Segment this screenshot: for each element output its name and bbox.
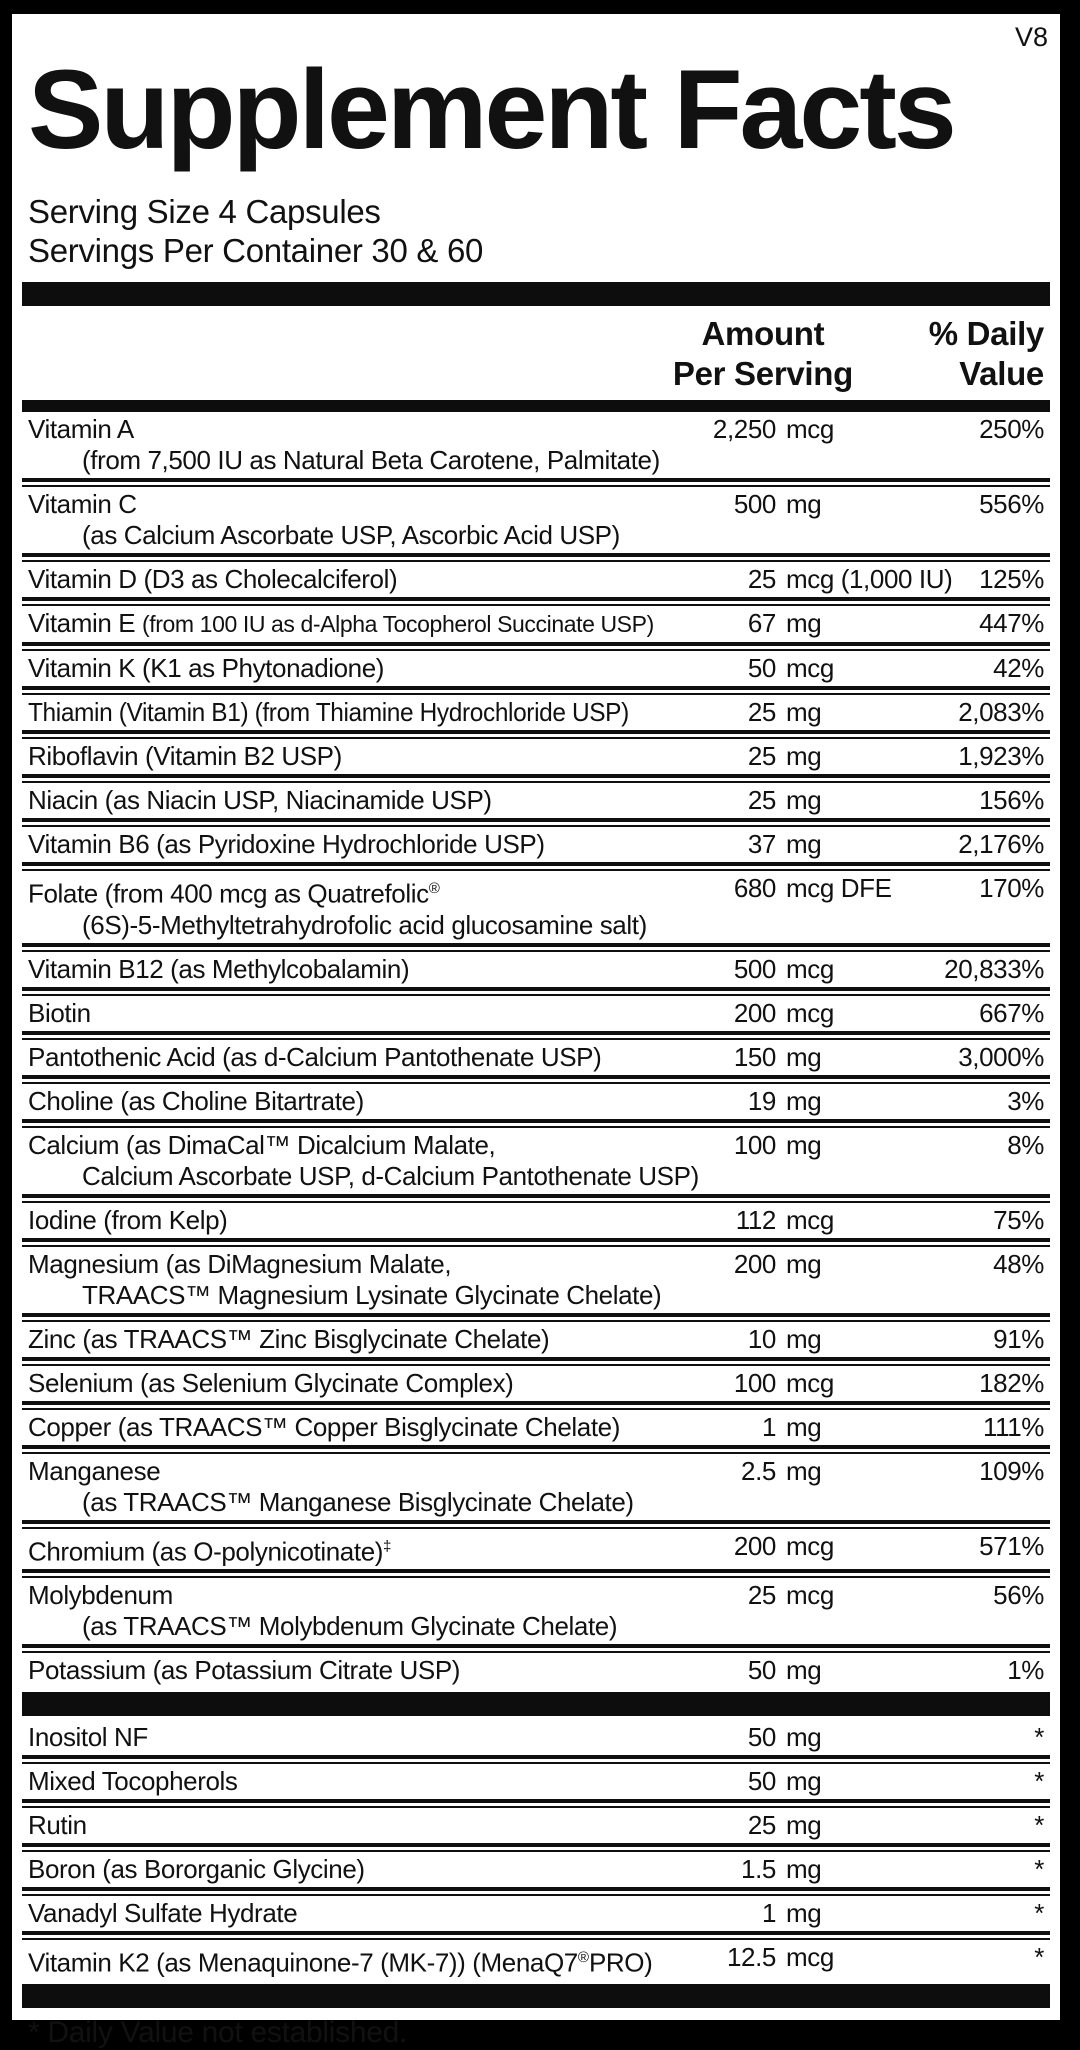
row-daily-value: 125% <box>979 564 1044 594</box>
row-separator <box>22 1644 1050 1653</box>
serving-info <box>28 192 1044 270</box>
row-daily-value: 1,923% <box>958 741 1044 771</box>
row-name: Riboflavin (Vitamin B2 USP) <box>28 741 342 771</box>
row-amount-unit: mg <box>786 785 822 815</box>
row-amount-unit: mcg <box>786 414 834 444</box>
row-separator <box>22 862 1050 871</box>
supplement-row <box>28 871 1044 943</box>
row-amount-value: 100 <box>733 1129 776 1160</box>
row-name: Manganese (as TRAACS™ Manganese Bisglycinate Chelate) <box>28 1456 1044 1518</box>
row-amount-unit: mg <box>786 608 822 638</box>
row-amount-unit: mcg <box>786 1580 834 1611</box>
row-amount-unit: mg <box>786 1854 822 1885</box>
row-amount-value: 25 <box>747 697 776 727</box>
row-daily-value: 556% <box>979 489 1044 519</box>
row-amount-value: 1.5 <box>741 1854 776 1885</box>
row-amount-unit: mg <box>786 1810 822 1841</box>
row-separator <box>22 1569 1050 1578</box>
row-daily-value: 56% <box>993 1580 1044 1611</box>
supplement-row <box>28 651 1044 686</box>
row-daily-value: 182% <box>979 1367 1044 1398</box>
row-amount-value: 100 <box>733 1367 776 1398</box>
row-daily-value: 111% <box>982 1411 1044 1442</box>
row-name: Vitamin K2 (as Menaquinone-7 (MK-7)) (MenaQ7®PRO) <box>28 1947 653 1978</box>
supplement-row <box>28 1852 1044 1887</box>
row-daily-value: 667% <box>979 997 1044 1028</box>
row-amount-value: 50 <box>747 1655 776 1686</box>
row-separator <box>22 478 1050 487</box>
row-amount-value: 200 <box>733 1530 776 1561</box>
row-name: Copper (as TRAACS™ Copper Bisglycinate Chelate) <box>28 1411 620 1442</box>
supplement-row <box>28 783 1044 818</box>
row-amount-value: 680 <box>733 873 776 903</box>
nutrient-rows <box>28 412 1044 1688</box>
row-separator <box>22 818 1050 827</box>
serving-size: Serving Size 4 Capsules <box>28 193 381 230</box>
row-amount-unit: mg <box>786 1248 822 1279</box>
row-amount-value: 112 <box>735 1204 776 1235</box>
supplement-row <box>28 1578 1044 1644</box>
row-amount-value: 50 <box>747 1766 776 1797</box>
row-separator <box>22 642 1050 651</box>
row-amount-unit: mcg DFE <box>786 873 892 903</box>
row-name: Niacin (as Niacin USP, Niacinamide USP) <box>28 785 492 815</box>
daily-value-footnote: * Daily Value not established. <box>28 2015 408 2049</box>
row-sub-name: (as TRAACS™ Molybdenum Glycinate Chelate) <box>82 1611 618 1642</box>
supplement-row <box>28 1366 1044 1401</box>
row-name: Vitamin B6 (as Pyridoxine Hydrochloride USP) <box>28 829 545 859</box>
row-name: Vitamin B12 (as Methylcobalamin) <box>28 953 410 984</box>
row-amount-unit: mcg <box>786 1367 834 1398</box>
other-ingredient-rows <box>28 1720 1044 1981</box>
row-name: Pantothenic Acid (as d-Calcium Pantothenate USP) <box>28 1041 602 1072</box>
section-divider-bar <box>22 1692 1050 1716</box>
row-amount-value: 37 <box>747 829 776 859</box>
row-separator <box>22 987 1050 996</box>
row-sub-name: Calcium Ascorbate USP, d-Calcium Pantothenate USP) <box>82 1160 699 1191</box>
row-separator <box>22 730 1050 739</box>
supplement-row <box>28 1529 1044 1570</box>
row-name: Mixed Tocopherols <box>28 1766 238 1797</box>
row-amount-value: 2.5 <box>741 1455 776 1486</box>
row-amount-unit: mg <box>786 741 822 771</box>
servings-per-container: Servings Per Container 30 & 60 <box>28 232 484 269</box>
row-name: Inositol NF <box>28 1722 148 1753</box>
row-amount-value: 50 <box>747 1722 776 1753</box>
supplement-row <box>28 1128 1044 1194</box>
row-amount-unit: mg <box>786 1722 822 1753</box>
row-amount-value: 50 <box>747 653 776 683</box>
row-amount-unit: mcg <box>786 1204 834 1235</box>
row-daily-value: 447% <box>979 608 1044 638</box>
row-name: Vitamin K (K1 as Phytonadione) <box>28 653 385 683</box>
supplement-row <box>28 1203 1044 1238</box>
row-amount-value: 500 <box>733 953 776 984</box>
percent-daily-value-header: % Daily Value <box>928 315 1044 392</box>
row-daily-value: 8% <box>1007 1129 1044 1160</box>
row-separator <box>22 1238 1050 1247</box>
row-amount-value: 200 <box>733 997 776 1028</box>
row-separator <box>22 1357 1050 1366</box>
row-amount-value: 25 <box>747 564 776 594</box>
row-amount-value: 150 <box>733 1041 776 1072</box>
row-daily-value: 1% <box>1007 1655 1044 1686</box>
row-separator <box>22 1445 1050 1454</box>
row-separator <box>22 1799 1050 1808</box>
row-name: Magnesium (as DiMagnesium Malate, TRAACS™ Magnesium Lysinate Glycinate Chelate) <box>28 1249 1044 1311</box>
row-daily-value: 571% <box>979 1530 1044 1561</box>
supplement-row <box>28 1653 1044 1688</box>
row-name: Biotin <box>28 997 91 1028</box>
top-divider-bar <box>22 282 1050 306</box>
row-separator <box>22 1194 1050 1203</box>
row-amount-unit: mcg <box>786 653 834 683</box>
supplement-row <box>28 1247 1044 1313</box>
row-daily-value: * <box>1034 1722 1044 1753</box>
row-separator <box>22 1313 1050 1322</box>
row-separator <box>22 1887 1050 1896</box>
supplement-row <box>28 1808 1044 1843</box>
row-daily-value: * <box>1034 1854 1044 1885</box>
row-separator <box>22 1031 1050 1040</box>
row-amount-unit: mcg <box>786 953 834 984</box>
supplement-row <box>28 606 1044 642</box>
row-amount-value: 1 <box>761 1898 776 1929</box>
row-daily-value: 109% <box>979 1455 1044 1486</box>
row-amount-unit: mg <box>786 1129 822 1160</box>
row-amount-unit: mg <box>786 1411 822 1442</box>
row-amount-unit: mg <box>786 1655 822 1686</box>
supplement-row <box>28 487 1044 553</box>
row-separator <box>22 1075 1050 1084</box>
row-amount-unit: mg <box>786 489 822 519</box>
row-daily-value: * <box>1034 1810 1044 1841</box>
row-separator <box>22 1931 1050 1940</box>
row-daily-value: 48% <box>993 1248 1044 1279</box>
header-divider-bar <box>22 400 1050 412</box>
row-daily-value: 91% <box>993 1323 1044 1354</box>
row-amount-unit: mcg <box>786 1530 834 1561</box>
row-sub-name: (from 7,500 IU as Natural Beta Carotene, Palmitate) <box>82 445 660 475</box>
row-daily-value: 2,176% <box>958 829 1044 859</box>
row-amount-value: 500 <box>733 489 776 519</box>
page-title: Supplement Facts <box>28 47 954 172</box>
amount-per-serving-header: Amount Per Serving <box>672 315 853 392</box>
row-daily-value: * <box>1034 1766 1044 1797</box>
row-amount-unit: mg <box>786 697 822 727</box>
row-separator <box>22 597 1050 606</box>
row-amount-value: 25 <box>747 1580 776 1611</box>
supplement-row <box>28 1940 1044 1981</box>
row-amount-unit: mg <box>786 829 822 859</box>
row-amount-value: 67 <box>747 608 776 638</box>
row-daily-value: 20,833% <box>944 953 1044 984</box>
supplement-row <box>28 1084 1044 1119</box>
row-amount-value: 12.5 <box>726 1942 776 1973</box>
row-daily-value: 170% <box>979 873 1044 903</box>
supplement-row <box>28 412 1044 478</box>
row-sub-name: (6S)-5-Methyltetrahydrofolic acid glucosamine salt) <box>82 909 647 940</box>
row-name: Calcium (as DimaCal™ Dicalcium Malate, Calcium Ascorbate USP, d-Calcium Pantothenate USP) <box>28 1130 1044 1192</box>
column-header-row <box>28 306 1044 400</box>
row-amount-unit: mg <box>786 1041 822 1072</box>
row-name: Choline (as Choline Bitartrate) <box>28 1085 364 1116</box>
row-name: Vitamin C (as Calcium Ascorbate USP, Ascorbic Acid USP) <box>28 489 1044 551</box>
row-amount-value: 1 <box>761 1411 776 1442</box>
row-separator <box>22 686 1050 695</box>
supplement-row <box>28 952 1044 987</box>
row-daily-value: 75% <box>993 1204 1044 1235</box>
row-daily-value: 2,083% <box>958 697 1044 727</box>
row-name: Selenium (as Selenium Glycinate Complex) <box>28 1367 514 1398</box>
row-separator <box>22 1755 1050 1764</box>
supplement-row <box>28 1454 1044 1520</box>
row-name: Folate (from 400 mcg as Quatrefolic® (6S)-5-Methyltetrahydrofolic acid glucosamine salt) <box>28 873 1044 941</box>
bottom-divider-bar <box>22 1984 1050 2008</box>
row-daily-value: 156% <box>979 785 1044 815</box>
row-amount-unit: mg <box>786 1085 822 1116</box>
row-daily-value: * <box>1034 1942 1044 1973</box>
row-daily-value: 250% <box>979 414 1044 444</box>
supplement-row <box>28 562 1044 597</box>
row-amount-unit: mg <box>786 1323 822 1354</box>
row-name: Vitamin A (from 7,500 IU as Natural Beta Carotene, Palmitate) <box>28 414 1044 476</box>
row-amount-unit: mcg <box>786 1942 834 1973</box>
row-separator <box>22 943 1050 952</box>
row-name: Rutin <box>28 1810 87 1841</box>
row-amount-value: 19 <box>747 1085 776 1116</box>
row-amount-value: 200 <box>733 1248 776 1279</box>
row-daily-value: * <box>1034 1898 1044 1929</box>
version-tag: V8 <box>1014 22 1048 52</box>
row-separator <box>22 1401 1050 1410</box>
row-amount-unit: mg <box>786 1455 822 1486</box>
row-separator <box>22 553 1050 562</box>
row-name: Boron (as Bororganic Glycine) <box>28 1854 365 1885</box>
row-amount-value: 25 <box>747 1810 776 1841</box>
row-amount-value: 25 <box>747 741 776 771</box>
row-amount-unit: mg <box>786 1898 822 1929</box>
supplement-row <box>28 695 1044 730</box>
row-daily-value: 3% <box>1007 1085 1044 1116</box>
row-name: Vitamin D (D3 as Cholecalciferol) <box>28 564 398 594</box>
row-name: Vanadyl Sulfate Hydrate <box>28 1898 298 1929</box>
supplement-row <box>28 1720 1044 1755</box>
row-separator <box>22 1843 1050 1852</box>
row-separator <box>22 774 1050 783</box>
row-name: Potassium (as Potassium Citrate USP) <box>28 1655 461 1686</box>
row-sub-name: (as Calcium Ascorbate USP, Ascorbic Acid USP) <box>82 520 620 550</box>
row-daily-value: 42% <box>993 653 1044 683</box>
row-amount-value: 2,250 <box>712 414 776 444</box>
row-name: Molybdenum (as TRAACS™ Molybdenum Glycinate Chelate) <box>28 1580 1044 1642</box>
row-name: Zinc (as TRAACS™ Zinc Bisglycinate Chelate) <box>28 1323 550 1354</box>
supplement-row <box>28 996 1044 1031</box>
supplement-facts-label <box>12 14 1060 2049</box>
row-name: Chromium (as O-polynicotinate)‡ <box>28 1536 392 1567</box>
supplement-row <box>28 1764 1044 1799</box>
row-amount-unit: mg <box>786 1766 822 1797</box>
row-sub-name: TRAACS™ Magnesium Lysinate Glycinate Chelate) <box>82 1279 662 1310</box>
row-amount-value: 25 <box>747 785 776 815</box>
row-name: Vitamin E (from 100 IU as d-Alpha Tocopherol Succinate USP) <box>28 608 654 638</box>
supplement-row <box>28 1322 1044 1357</box>
row-name: Iodine (from Kelp) <box>28 1204 228 1235</box>
row-amount-unit: mcg <box>786 997 834 1028</box>
row-amount-value: 10 <box>747 1323 776 1354</box>
row-separator <box>22 1520 1050 1529</box>
supplement-row <box>28 1040 1044 1075</box>
supplement-row <box>28 1896 1044 1931</box>
supplement-row <box>28 739 1044 774</box>
row-daily-value: 3,000% <box>958 1041 1044 1072</box>
row-amount-unit: mcg (1,000 IU) <box>786 564 953 594</box>
row-sub-name: (as TRAACS™ Manganese Bisglycinate Chelate) <box>82 1486 634 1517</box>
supplement-row <box>28 1410 1044 1445</box>
supplement-row <box>28 827 1044 862</box>
row-separator <box>22 1119 1050 1128</box>
row-name: Thiamin (Vitamin B1) (from Thiamine Hydrochloride USP) <box>28 697 629 727</box>
